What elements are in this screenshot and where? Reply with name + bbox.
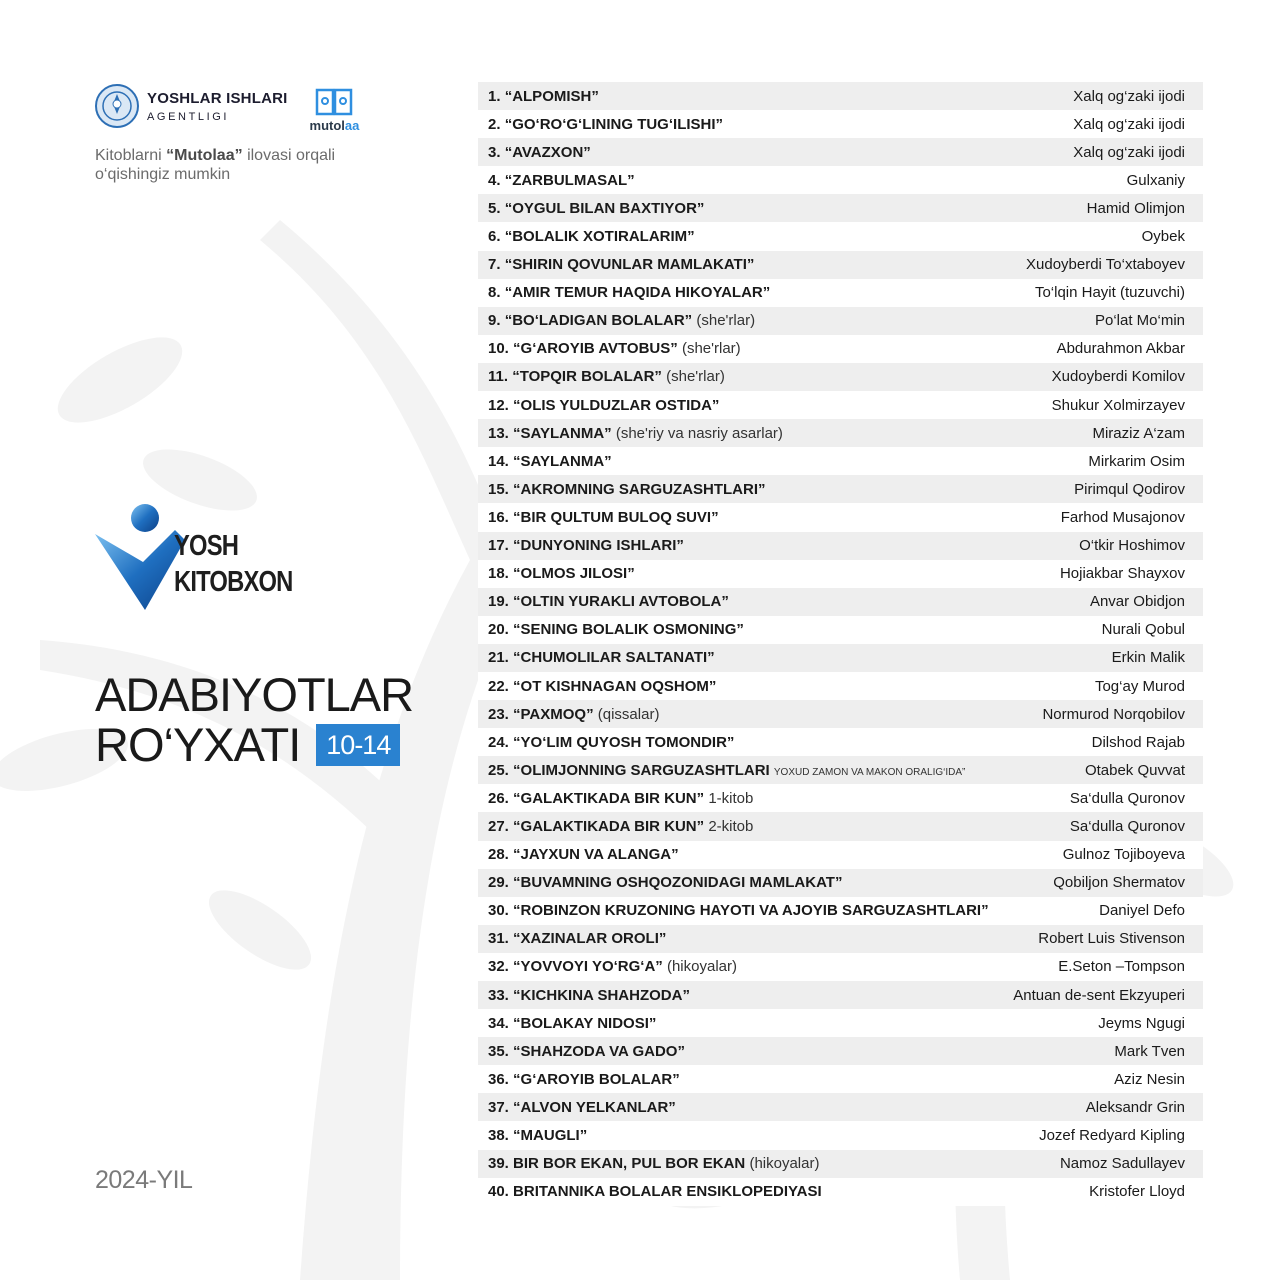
- book-row: [478, 222, 1203, 250]
- mutolaa-word-accent: aa: [344, 118, 360, 133]
- tagline-line2: o‘qishingiz mumkin: [95, 166, 231, 183]
- book-author: Otabek Quvvat: [1084, 761, 1185, 779]
- book-author: Robert Luis Stivenson: [1038, 930, 1185, 948]
- book-note: (she'rlar): [696, 312, 756, 330]
- book-entry: [488, 593, 729, 610]
- book-title: “SENING BOLALIK OSMONING”: [513, 621, 744, 639]
- agency-name-block: [147, 90, 288, 123]
- book-author: Oybek: [1141, 228, 1185, 246]
- book-title: “AKROMNING SARGUZASHTLARI”: [513, 480, 766, 498]
- book-number: 9.: [488, 312, 501, 330]
- book-entry: [488, 453, 612, 470]
- book-title: BRITANNIKA BOLALAR ENSIKLOPEDIYASI: [513, 1183, 822, 1201]
- book-entry: [488, 509, 719, 526]
- book-number: 20.: [488, 621, 509, 639]
- book-author: Mark Tven: [1114, 1042, 1185, 1060]
- book-number: 1.: [488, 87, 501, 105]
- book-row: [478, 110, 1203, 138]
- book-title: BIR BOR EKAN, PUL BOR EKAN: [513, 1155, 746, 1173]
- book-number: 28.: [488, 846, 509, 864]
- book-row: [478, 335, 1203, 363]
- book-title: “KICHKINA SHAHZODA”: [513, 986, 690, 1004]
- book-row: [478, 1037, 1203, 1065]
- book-number: 2.: [488, 115, 501, 133]
- book-entry: [488, 706, 659, 723]
- book-entry: [488, 228, 695, 245]
- agency-name: YOSHLAR ISHLARI: [147, 90, 288, 107]
- book-row: [478, 194, 1203, 222]
- book-title: “ZARBULMASAL”: [504, 171, 635, 189]
- book-entry: [488, 256, 754, 273]
- book-entry: [488, 312, 755, 329]
- book-row: [478, 812, 1203, 840]
- book-author: Namoz Sadullayev: [1059, 1155, 1185, 1173]
- book-row: [478, 447, 1203, 475]
- book-author: Miraziz A‘zam: [1092, 424, 1185, 442]
- book-author: Gulnoz Tojiboyeva: [1062, 846, 1185, 864]
- book-row: [478, 672, 1203, 700]
- book-row: [478, 560, 1203, 588]
- book-number: 24.: [488, 733, 509, 751]
- book-row: [478, 1178, 1203, 1206]
- book-number: 19.: [488, 593, 509, 611]
- book-number: 15.: [488, 480, 509, 498]
- book-title: “YO‘LIM QUYOSH TOMONDIR”: [513, 733, 735, 751]
- book-title: “XAZINALAR OROLI”: [513, 930, 667, 948]
- book-number: 22.: [488, 677, 509, 695]
- book-title: “SHAHZODA VA GADO”: [513, 1042, 685, 1060]
- left-panel: [0, 0, 470, 1280]
- book-title: “BIR QULTUM BULOQ SUVI”: [513, 508, 719, 526]
- book-number: 6.: [488, 228, 501, 246]
- book-entry: [488, 397, 719, 414]
- book-number: 16.: [488, 508, 509, 526]
- book-author: Gulxaniy: [1126, 171, 1185, 189]
- book-row: [478, 138, 1203, 166]
- book-title: “SAYLANMA”: [513, 452, 612, 470]
- title-line2-row: [95, 720, 413, 770]
- book-author: Aleksandr Grin: [1085, 1098, 1185, 1116]
- book-note: (she'rlar): [666, 368, 725, 386]
- book-author: Antuan de-sent Ekzyuperi: [1013, 986, 1185, 1004]
- book-author: Farhod Musajonov: [1060, 508, 1185, 526]
- book-number: 38.: [488, 1127, 509, 1145]
- book-number: 18.: [488, 565, 509, 583]
- book-entry: [488, 1127, 587, 1144]
- book-title: “ROBINZON KRUZONING HAYOTI VA AJOYIB SARGUZASHTLARI”: [513, 902, 989, 920]
- book-row: [478, 1150, 1203, 1178]
- book-row: [478, 784, 1203, 812]
- book-note: 2-kitob: [708, 817, 754, 835]
- book-author: Xalq og‘zaki ijodi: [1073, 143, 1185, 161]
- book-title: “DUNYONING ISHLARI”: [513, 537, 684, 555]
- book-entry: [488, 1099, 676, 1116]
- book-list: [478, 82, 1203, 1206]
- title-line1: ADABIYOTLAR: [95, 668, 414, 721]
- book-title: “YOVVOYI YO‘RG‘A”: [513, 958, 663, 976]
- book-author: Po‘lat Mo‘min: [1094, 312, 1185, 330]
- book-author: Sa‘dulla Quronov: [1069, 789, 1185, 807]
- book-entry: [488, 144, 591, 161]
- book-entry: [488, 987, 690, 1004]
- book-row: [478, 166, 1203, 194]
- page-title: [95, 670, 413, 770]
- state-emblem-icon: [95, 84, 139, 128]
- book-number: 10.: [488, 340, 509, 358]
- tagline-post: ilovasi orqali: [247, 147, 336, 164]
- book-author: E.Seton –Tompson: [1058, 958, 1185, 976]
- book-entry: [488, 649, 715, 666]
- book-entry: [488, 284, 770, 301]
- book-subtitle: YOXUD ZAMON VA MAKON ORALIG‘IDA”: [773, 766, 966, 778]
- book-author: Kristofer Lloyd: [1089, 1183, 1185, 1201]
- book-title: “JAYXUN VA ALANGA”: [513, 846, 679, 864]
- book-author: Daniyel Defo: [1099, 902, 1185, 920]
- book-author: Mirkarim Osim: [1088, 452, 1185, 470]
- book-number: 27.: [488, 817, 509, 835]
- book-row: [478, 925, 1203, 953]
- book-title: “AMIR TEMUR HAQIDA HIKOYALAR”: [504, 284, 771, 302]
- book-entry: [488, 1155, 819, 1172]
- book-number: 34.: [488, 1014, 509, 1032]
- book-entry: [488, 762, 965, 779]
- book-row: [478, 532, 1203, 560]
- book-row: [478, 588, 1203, 616]
- year-label: 2024-YIL: [95, 1166, 193, 1194]
- mutolaa-logo: [310, 84, 360, 133]
- book-author: Xalq og‘zaki ijodi: [1073, 115, 1185, 133]
- book-row: [478, 1121, 1203, 1149]
- book-entry: [488, 621, 744, 638]
- title-line2: RO‘YXATI: [95, 718, 301, 771]
- book-icon: [313, 84, 355, 116]
- book-row: [478, 644, 1203, 672]
- book-title: “G‘AROYIB BOLALAR”: [513, 1070, 680, 1088]
- book-note: (she'rlar): [681, 340, 741, 358]
- book-number: 7.: [488, 256, 501, 274]
- book-number: 26.: [488, 789, 509, 807]
- book-number: 13.: [488, 424, 509, 442]
- book-row: [478, 82, 1203, 110]
- book-author: Qobiljon Shermatov: [1053, 874, 1185, 892]
- book-row: [478, 419, 1203, 447]
- book-entry: [488, 116, 723, 133]
- book-number: 17.: [488, 537, 509, 555]
- book-title: “BUVAMNING OSHQOZONIDAGI MAMLAKAT”: [513, 874, 843, 892]
- book-title: “SAYLANMA”: [513, 424, 612, 442]
- book-author: Aziz Nesin: [1114, 1070, 1185, 1088]
- agency-subtitle: AGENTLIGI: [147, 111, 230, 123]
- book-title: “GALAKTIKADA BIR KUN”: [513, 817, 705, 835]
- book-title: “OT KISHNAGAN OQSHOM”: [513, 677, 717, 695]
- book-author: Anvar Obidjon: [1089, 593, 1185, 611]
- book-number: 4.: [488, 171, 501, 189]
- book-title: “OLTIN YURAKLI AVTOBOLA”: [513, 593, 729, 611]
- mutolaa-wordmark: [310, 118, 360, 133]
- book-number: 29.: [488, 874, 509, 892]
- book-row: [478, 897, 1203, 925]
- book-author: Jeyms Ngugi: [1098, 1014, 1185, 1032]
- book-author: Dilshod Rajab: [1091, 733, 1185, 751]
- book-title: “OLMOS JILOSI”: [513, 565, 635, 583]
- book-note: (hikoyalar): [749, 1155, 820, 1173]
- book-author: Tog‘ay Murod: [1094, 677, 1185, 695]
- book-title: “SHIRIN QOVUNLAR MAMLAKATI”: [504, 256, 755, 274]
- book-author: Xalq og‘zaki ijodi: [1073, 87, 1185, 105]
- book-title: “TOPQIR BOLALAR”: [512, 368, 662, 386]
- book-entry: [488, 1015, 656, 1032]
- yosh-kitobxon-text: [174, 528, 293, 600]
- book-author: Jozef Redyard Kipling: [1039, 1127, 1185, 1145]
- book-row: [478, 475, 1203, 503]
- book-entry: [488, 1071, 680, 1088]
- book-title: “MAUGLI”: [513, 1127, 588, 1145]
- book-entry: [488, 1183, 822, 1200]
- book-number: 40.: [488, 1183, 509, 1201]
- book-title: “BO‘LADIGAN BOLALAR”: [504, 312, 693, 330]
- book-number: 32.: [488, 958, 509, 976]
- book-author: Normurod Norqobilov: [1042, 705, 1185, 723]
- book-number: 21.: [488, 649, 509, 667]
- book-row: [478, 700, 1203, 728]
- book-number: 3.: [488, 143, 501, 161]
- book-author: Shukur Xolmirzayev: [1051, 396, 1185, 414]
- book-entry: [488, 565, 635, 582]
- book-number: 36.: [488, 1070, 509, 1088]
- book-number: 23.: [488, 705, 509, 723]
- book-entry: [488, 678, 716, 695]
- book-row: [478, 391, 1203, 419]
- book-title: “GO‘RO‘G‘LINING TUG‘ILISHI”: [504, 115, 724, 133]
- book-author: O‘tkir Hoshimov: [1079, 537, 1185, 555]
- book-title: “OLIS YULDUZLAR OSTIDA”: [513, 396, 720, 414]
- book-author: Abdurahmon Akbar: [1056, 340, 1185, 358]
- book-note: (qissalar): [597, 705, 660, 723]
- book-row: [478, 616, 1203, 644]
- book-row: [478, 503, 1203, 531]
- book-number: 35.: [488, 1042, 509, 1060]
- book-entry: [488, 846, 679, 863]
- book-number: 8.: [488, 284, 501, 302]
- book-number: 12.: [488, 396, 509, 414]
- tagline-pre: Kitoblarni: [95, 147, 162, 164]
- book-number: 31.: [488, 930, 509, 948]
- book-number: 37.: [488, 1098, 509, 1116]
- book-author: Pirimqul Qodirov: [1074, 480, 1185, 498]
- yosh-kitobxon-line1: YOSH: [174, 530, 239, 562]
- book-title: “G‘AROYIB AVTOBUS”: [513, 340, 678, 358]
- book-author: Xudoyberdi Komilov: [1051, 368, 1185, 386]
- book-entry: [488, 481, 766, 498]
- age-range-badge: 10-14: [316, 724, 400, 766]
- book-note: (she'riy va nasriy asarlar): [615, 424, 783, 442]
- book-row: [478, 363, 1203, 391]
- book-row: [478, 279, 1203, 307]
- book-title: “GALAKTIKADA BIR KUN”: [513, 789, 705, 807]
- book-row: [478, 953, 1203, 981]
- book-row: [478, 307, 1203, 335]
- mutolaa-word-main: mutol: [309, 118, 345, 133]
- book-entry: [488, 88, 599, 105]
- book-number: 33.: [488, 986, 509, 1004]
- book-row: [478, 728, 1203, 756]
- book-note: (hikoyalar): [666, 958, 737, 976]
- book-title: “OLIMJONNING SARGUZASHTLARI: [513, 761, 770, 779]
- book-entry: [488, 902, 989, 919]
- book-row: [478, 1009, 1203, 1037]
- book-entry: [488, 425, 783, 442]
- book-title: “ALPOMISH”: [504, 87, 599, 105]
- book-entry: [488, 1043, 685, 1060]
- book-number: 25.: [488, 761, 509, 779]
- book-title: “ALVON YELKANLAR”: [513, 1098, 676, 1116]
- book-entry: [488, 200, 704, 217]
- book-entry: [488, 172, 635, 189]
- book-entry: [488, 734, 734, 751]
- book-title: “AVAZXON”: [504, 143, 591, 161]
- book-row: [478, 869, 1203, 897]
- book-row: [478, 756, 1203, 784]
- book-author: Nurali Qobul: [1101, 621, 1185, 639]
- book-title: “OYGUL BILAN BAXTIYOR”: [504, 199, 705, 217]
- book-author: Erkin Malik: [1111, 649, 1185, 667]
- book-title: “BOLALIK XOTIRALARIM”: [504, 228, 695, 246]
- yosh-kitobxon-line2: KITOBXON: [174, 566, 293, 598]
- book-title: “CHUMOLILAR SALTANATI”: [513, 649, 715, 667]
- book-row: [478, 251, 1203, 279]
- book-number: 39.: [488, 1155, 509, 1173]
- book-author: Sa‘dulla Quronov: [1069, 817, 1185, 835]
- book-number: 11.: [488, 368, 509, 386]
- header-logos: [95, 84, 359, 133]
- book-number: 5.: [488, 199, 501, 217]
- book-entry: [488, 537, 684, 554]
- book-entry: [488, 368, 725, 385]
- book-number: 30.: [488, 902, 509, 920]
- book-entry: [488, 958, 737, 975]
- book-row: [478, 841, 1203, 869]
- book-entry: [488, 930, 666, 947]
- book-entry: [488, 818, 753, 835]
- book-row: [478, 1093, 1203, 1121]
- book-title: “BOLAKAY NIDOSI”: [513, 1014, 657, 1032]
- book-entry: [488, 790, 753, 807]
- book-row: [478, 981, 1203, 1009]
- book-author: To‘lqin Hayit (tuzuvchi): [1034, 284, 1185, 302]
- tagline-app: “Mutolaa”: [166, 147, 243, 164]
- book-number: 14.: [488, 452, 509, 470]
- book-note: 1-kitob: [708, 789, 754, 807]
- book-row: [478, 1065, 1203, 1093]
- book-title: “PAXMOQ”: [513, 705, 594, 723]
- book-entry: [488, 874, 842, 891]
- book-author: Hamid Olimjon: [1086, 199, 1185, 217]
- book-author: Hojiakbar Shayxov: [1059, 565, 1185, 583]
- book-entry: [488, 340, 741, 357]
- tagline: [95, 146, 335, 184]
- book-author: Xudoyberdi To‘xtaboyev: [1026, 256, 1185, 274]
